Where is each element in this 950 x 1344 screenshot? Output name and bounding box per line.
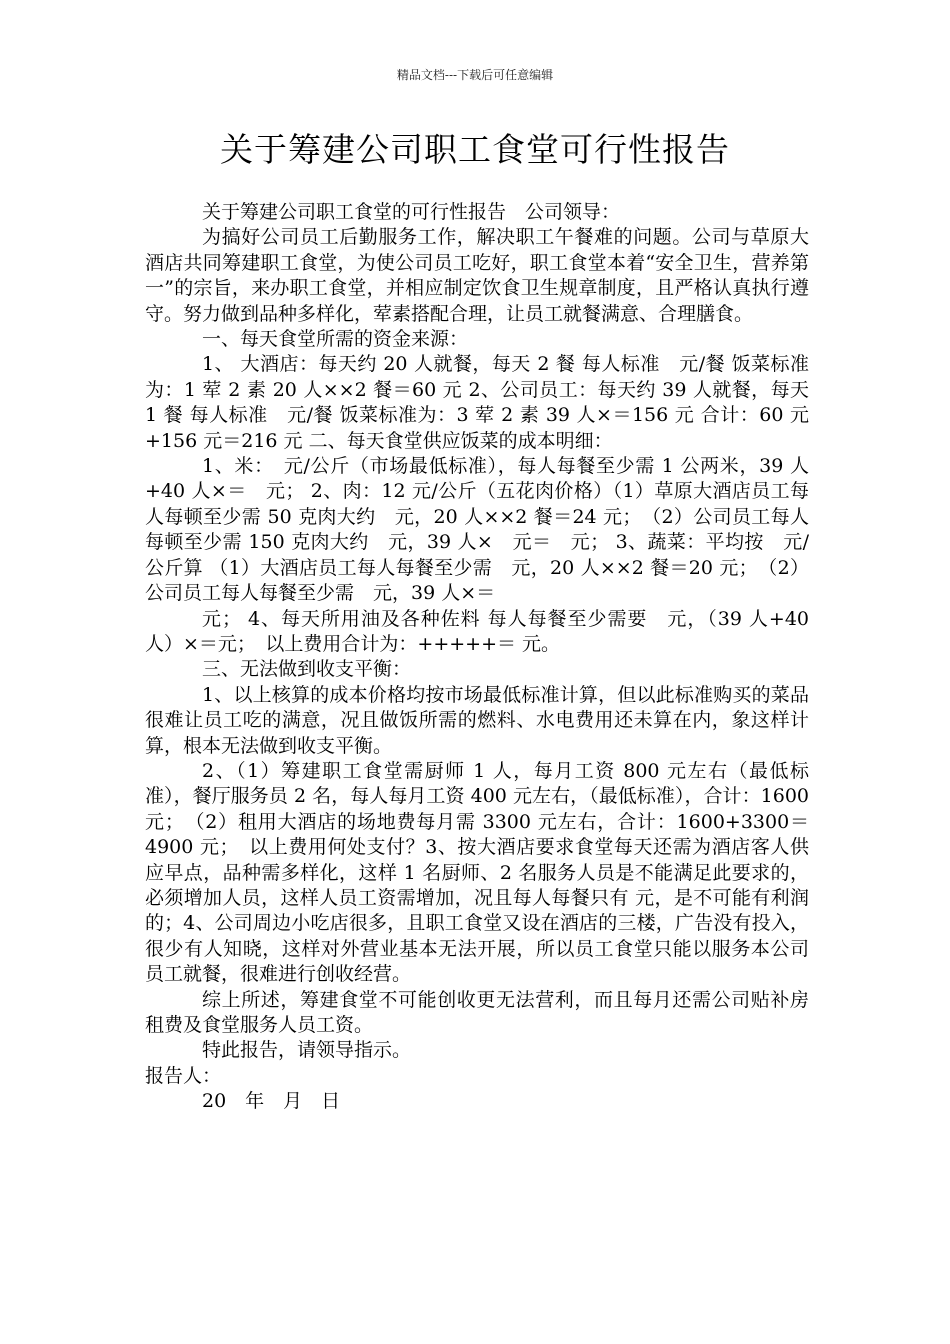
- salutation-paragraph: 关于筹建公司职工食堂的可行性报告 公司领导：: [202, 201, 621, 223]
- document-body: [145, 200, 809, 1115]
- document-title: 关于筹建公司职工食堂可行性报告: [220, 130, 730, 169]
- conclusion-paragraph: 综上所述，筹建食堂不可能创收更无法营利，而且每月还需公司贴补房租费及食堂服务人员工资。: [145, 988, 809, 1036]
- intro-paragraph: 为搞好公司员工后勤服务工作，解决职工午餐难的问题。公司与草原大酒店共同筹建职工食堂，为使公司员工吃好，职工食堂本着“安全卫生，营养第一”的宗旨，来办职工食堂，并相应制定饮食卫生规章制度，且严格认真执行遵守。努力做到品种多样化，荤素搭配合理，让员工就餐满意、合理膳食。: [145, 226, 809, 325]
- funding-paragraph: 1、 大酒店：每天约 20 人就餐，每天 2 餐 每人标准 元/餐 饭菜标准为：1 荤 2 素 20 人××2 餐＝60 元 2、公司员工：每天约 39 人就餐，每天 1 餐 每人标准 元/餐 饭菜标准为：3 荤 2 素 39 人×＝156 元 合计：60 元+156 元＝216 元 二、每天食堂供应饭菜的成本明细：: [145, 353, 809, 452]
- balance-paragraph-2: 2、（1）筹建职工食堂需厨师 1 人，每月工资 800 元左右（最低标准），餐厅服务员 2 名，每人每月工资 400 元左右，（最低标准），合计：1600 元； （2）租用大酒店的场地费每月需 3300 元左右，合计：1600+3300＝4900 元； 以上费用何处支付？3、按大酒店要求食堂每天还需为酒店客人供应早点，品种需多样化，这样 1 名厨师、2 名服务人员是不能满足此要求的，必须增加人员，这样人员工资需增加，况且每人每餐只有 元，是不可能有利润的；4、公司周边小吃店很多，且职工食堂又设在酒店的三楼，广告没有投入，很少有人知晓，这样对外营业基本无法开展，所以员工食堂只能以服务本公司员工就餐，很难进行创收经营。: [145, 759, 809, 986]
- closing-paragraph: 特此报告，请领导指示。: [202, 1039, 412, 1062]
- oil-cost-paragraph: 元； 4、每天所用油及各种佐料 每人每餐至少需要 元，（39 人+40 人）×＝元； 以上费用合计为：+++++＝ 元。: [145, 607, 809, 655]
- date-line: 20 年 月 日: [202, 1090, 341, 1113]
- page-header: 精品文档---下载后可任意编辑: [396, 68, 554, 82]
- section-heading-balance: 三、无法做到收支平衡：: [202, 658, 412, 681]
- cost-paragraph: 1、米： 元/公斤（市场最低标准），每人每餐至少需 1 公两米，39 人+40 人×＝ 元； 2、肉：12 元/公斤（五花肉价格）（1）草原大酒店员工每人每顿至少需 50 克肉大约 元，20 人××2 餐＝24 元； （2）公司员工每人每顿至少需 150 克肉大约 元，39 人× 元＝ 元； 3、蔬菜：平均按 元/公斤算 （1）大酒店员工每人每餐至少需 元，20 人××2 餐＝20 元； （2）公司员工每人每餐至少需 元，39 人×＝: [145, 455, 809, 605]
- reporter-label: 报告人：: [145, 1064, 222, 1087]
- section-heading-funding: 一、每天食堂所需的资金来源：: [202, 328, 469, 351]
- balance-paragraph-1: 1、以上核算的成本价格均按市场最低标准计算，但以此标准购买的菜品很难让员工吃的满意，况且做饭所需的燃料、水电费用还未算在内，象这样计算，根本无法做到收支平衡。: [145, 683, 809, 757]
